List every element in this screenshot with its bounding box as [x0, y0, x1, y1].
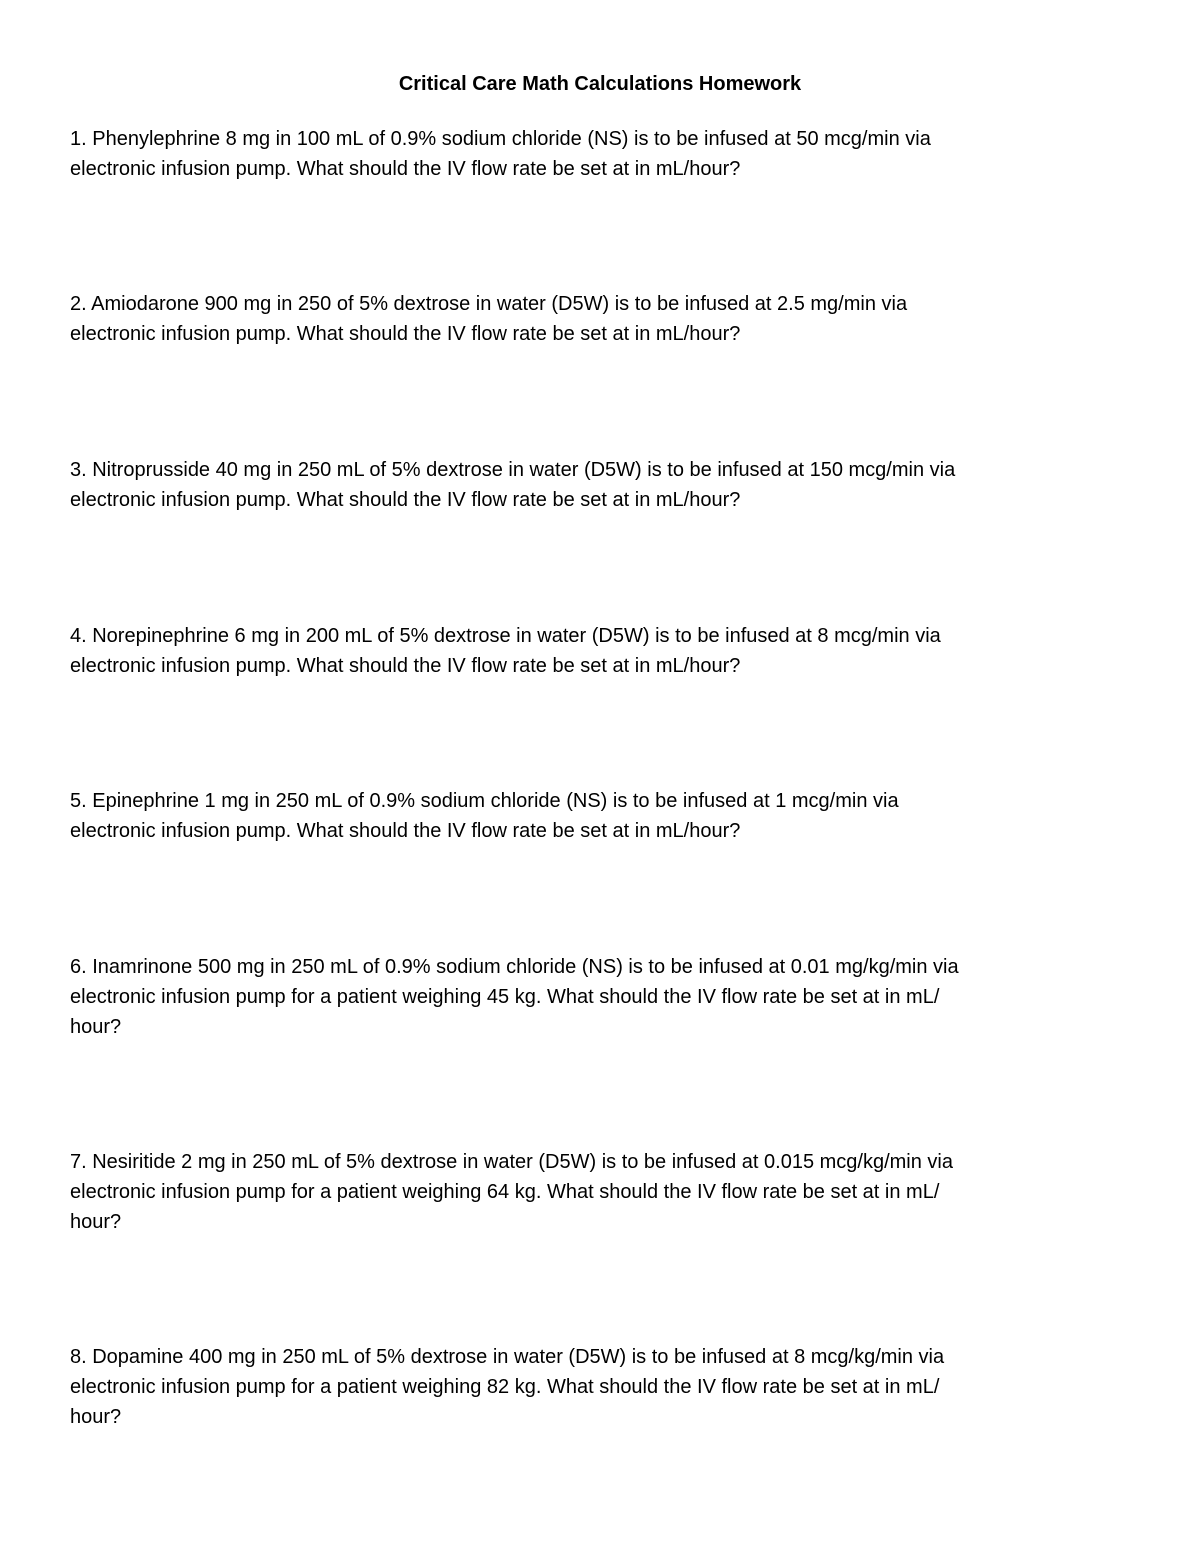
question-7 [70, 1147, 1130, 1237]
question-3 [70, 455, 1130, 515]
question-6 [70, 952, 1130, 1042]
question-8-line-3: hour? [70, 1406, 122, 1428]
question-8 [70, 1342, 1130, 1432]
question-6-line-1: 6. Inamrinone 500 mg in 250 mL of 0.9% sodium chloride (NS) is to be infused at 0.01 mg/kg/min via [70, 956, 959, 978]
question-6-line-2: electronic infusion pump for a patient weighing 45 kg. What should the IV flow rate be set at in mL/ [70, 986, 940, 1008]
question-7-line-2: electronic infusion pump for a patient weighing 64 kg. What should the IV flow rate be set at in mL/ [70, 1181, 940, 1203]
question-2-line-2: electronic infusion pump. What should the IV flow rate be set at in mL/hour? [70, 323, 741, 345]
question-5-line-1: 5. Epinephrine 1 mg in 250 mL of 0.9% sodium chloride (NS) is to be infused at 1 mcg/min via [70, 790, 899, 812]
question-6-line-3: hour? [70, 1016, 122, 1038]
document-title: Critical Care Math Calculations Homework [398, 73, 802, 95]
question-4 [70, 621, 1130, 681]
question-5 [70, 786, 1130, 846]
question-3-line-1: 3. Nitroprusside 40 mg in 250 mL of 5% dextrose in water (D5W) is to be infused at 150 mcg/min via [70, 459, 956, 481]
question-1 [70, 124, 1130, 184]
question-7-line-3: hour? [70, 1211, 122, 1233]
question-4-line-1: 4. Norepinephrine 6 mg in 200 mL of 5% dextrose in water (D5W) is to be infused at 8 mcg/min via [70, 625, 941, 647]
question-1-line-1: 1. Phenylephrine 8 mg in 100 mL of 0.9% sodium chloride (NS) is to be infused at 50 mcg/min via [70, 128, 931, 150]
question-8-line-2: electronic infusion pump for a patient weighing 82 kg. What should the IV flow rate be set at in mL/ [70, 1376, 940, 1398]
question-1-line-2: electronic infusion pump. What should the IV flow rate be set at in mL/hour? [70, 158, 741, 180]
question-2 [70, 289, 1130, 349]
question-5-line-2: electronic infusion pump. What should the IV flow rate be set at in mL/hour? [70, 820, 741, 842]
question-8-line-1: 8. Dopamine 400 mg in 250 mL of 5% dextrose in water (D5W) is to be infused at 8 mcg/kg/min via [70, 1346, 945, 1368]
question-2-line-1: 2. Amiodarone 900 mg in 250 of 5% dextrose in water (D5W) is to be infused at 2.5 mg/min via [70, 293, 908, 315]
question-3-line-2: electronic infusion pump. What should the IV flow rate be set at in mL/hour? [70, 489, 741, 511]
question-7-line-1: 7. Nesiritide 2 mg in 250 mL of 5% dextrose in water (D5W) is to be infused at 0.015 mcg/kg/min via [70, 1151, 953, 1173]
question-4-line-2: electronic infusion pump. What should the IV flow rate be set at in mL/hour? [70, 655, 741, 677]
